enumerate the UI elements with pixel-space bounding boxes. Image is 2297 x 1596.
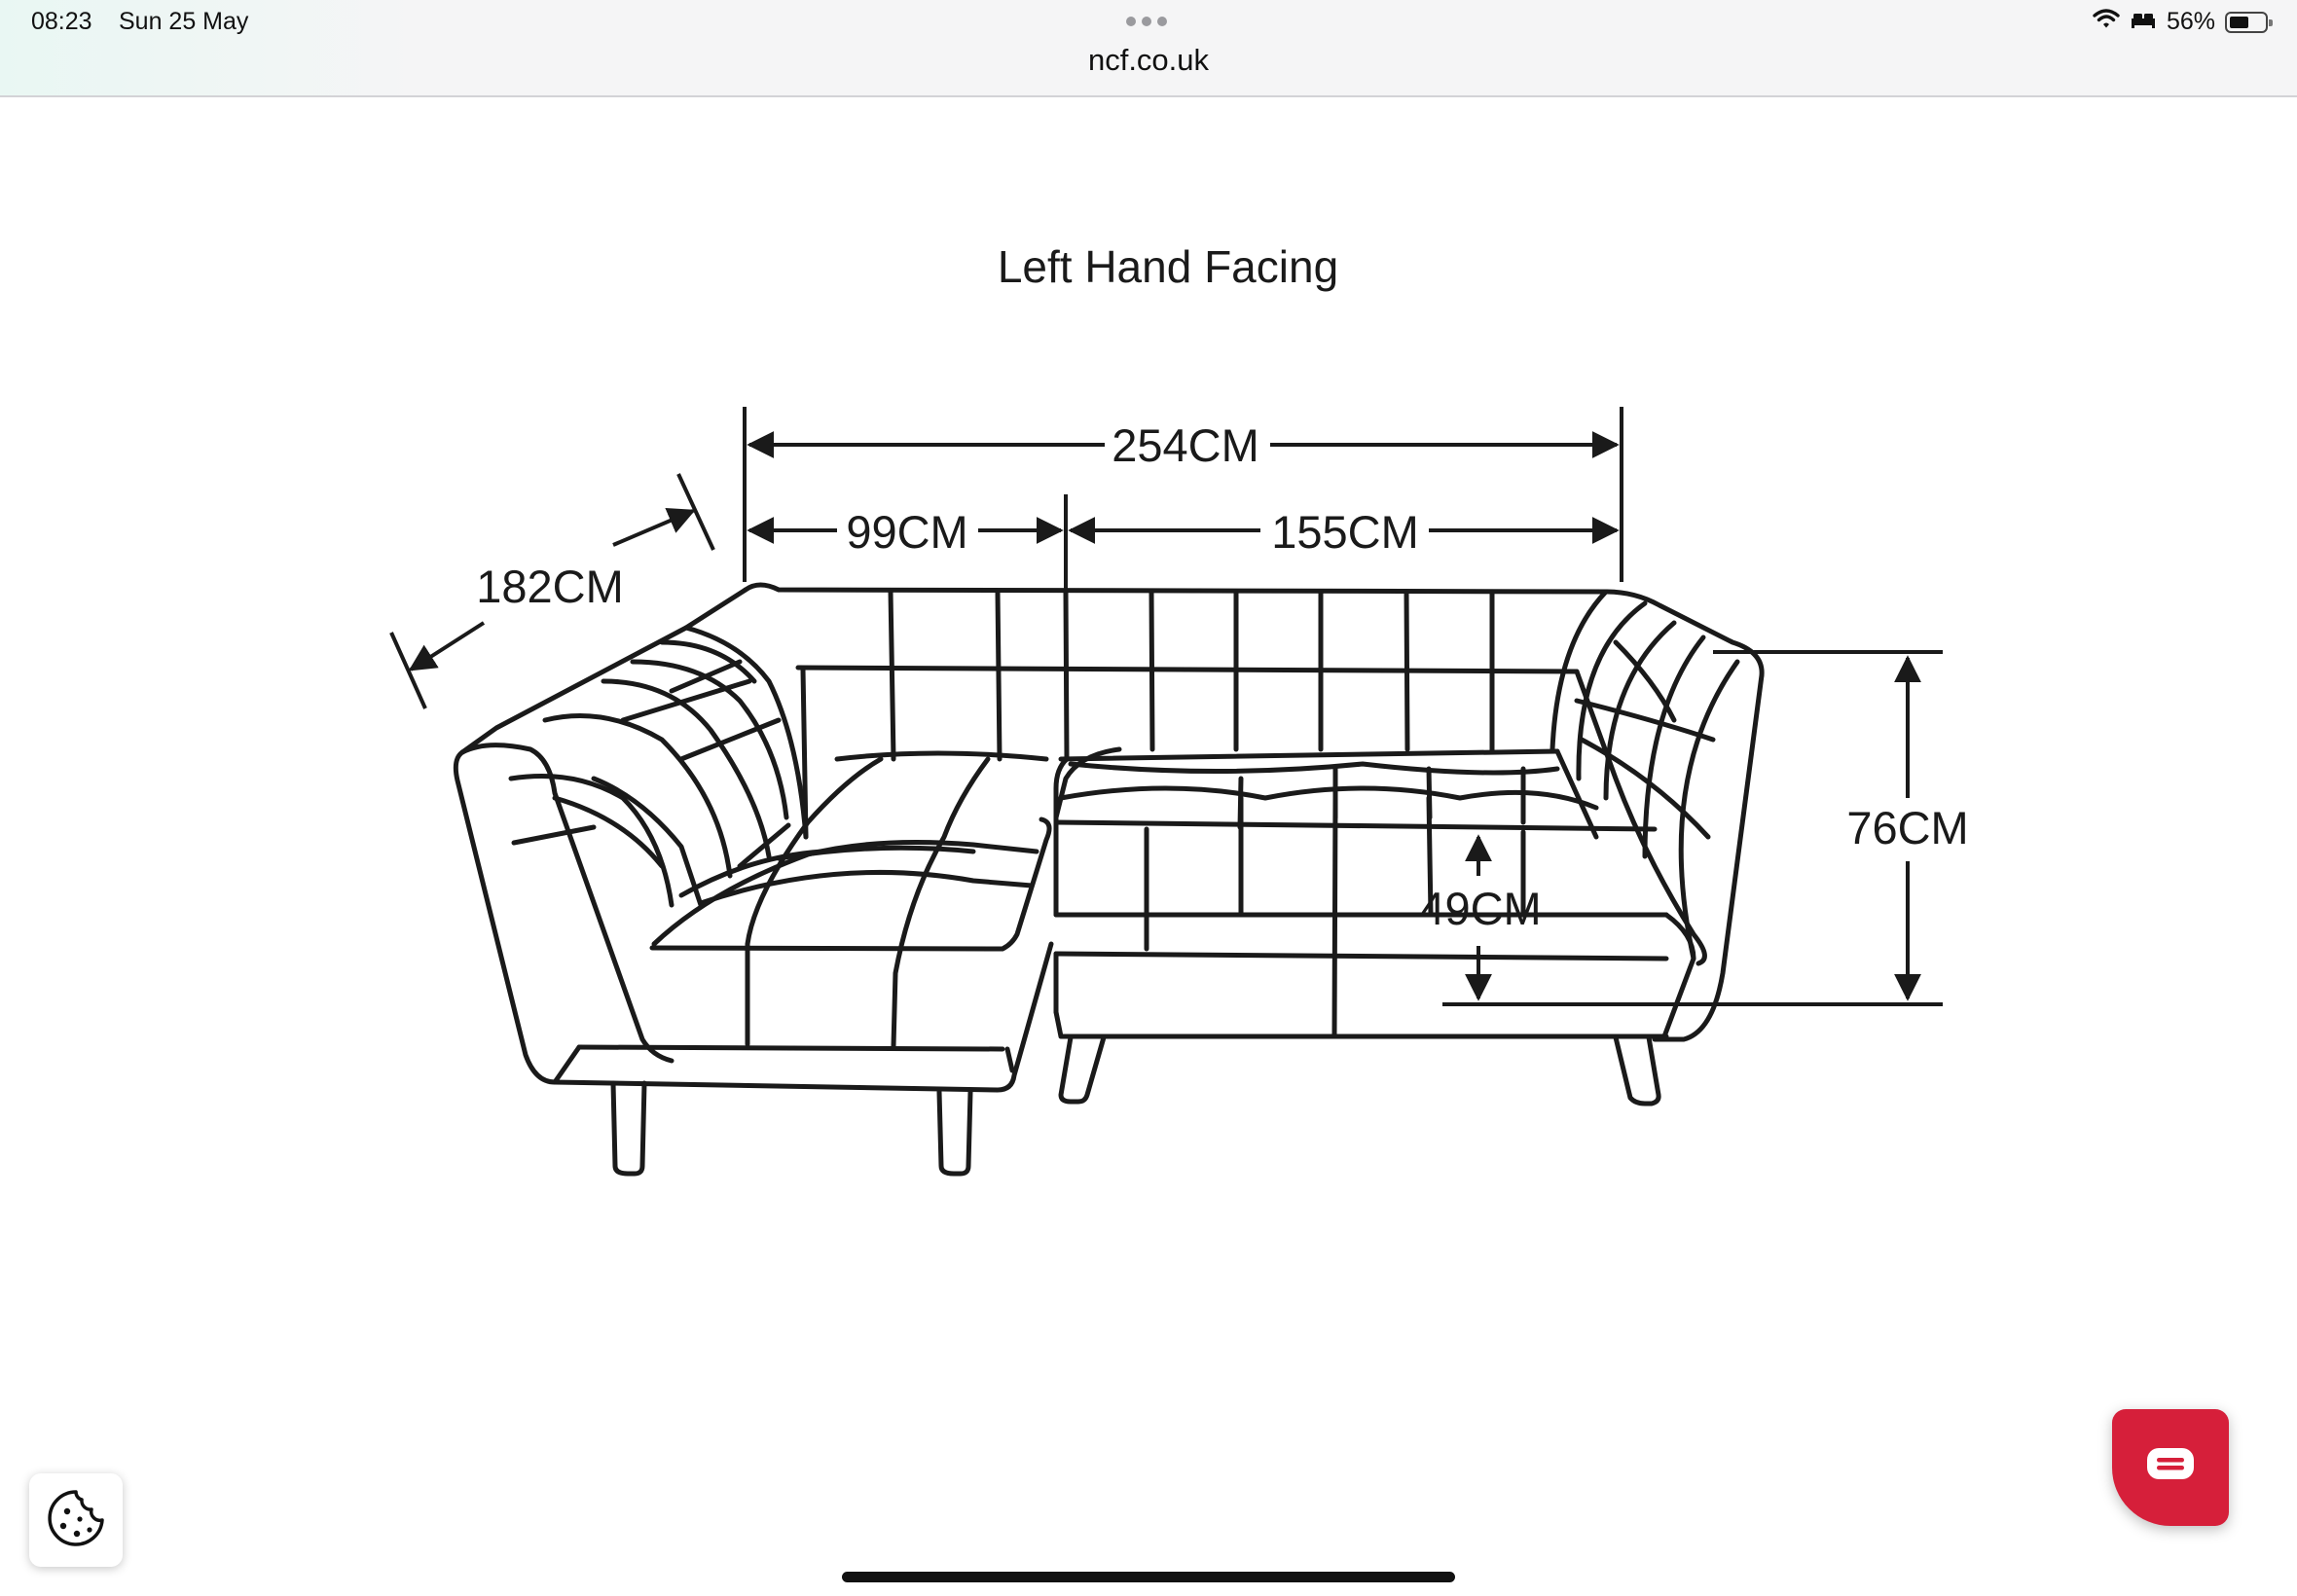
more-dots-icon[interactable] bbox=[1126, 17, 1167, 26]
dimension-right-section: 155CM bbox=[1271, 506, 1419, 558]
home-indicator[interactable] bbox=[842, 1572, 1455, 1582]
status-time: 08:23 bbox=[31, 8, 92, 35]
wifi-icon bbox=[2093, 8, 2120, 36]
address-bar-url[interactable]: ncf.co.uk bbox=[1087, 43, 1210, 77]
dimension-left-section: 99CM bbox=[846, 506, 968, 558]
cookie-settings-button[interactable] bbox=[29, 1473, 123, 1567]
status-date: Sun 25 May bbox=[119, 8, 249, 35]
browser-top-bar bbox=[0, 0, 2297, 97]
diagram-title: Left Hand Facing bbox=[997, 241, 1339, 292]
dimension-seat-height: 49CM bbox=[1419, 883, 1542, 934]
dimension-height: 76CM bbox=[1846, 802, 1969, 853]
chat-icon bbox=[2145, 1446, 2196, 1490]
sofa-drawing bbox=[456, 585, 1762, 1174]
battery-icon bbox=[2225, 12, 2268, 33]
status-icons bbox=[2093, 8, 2268, 36]
battery-percent: 56% bbox=[2166, 8, 2215, 35]
cookie-icon bbox=[46, 1488, 106, 1553]
dimension-total-width: 254CM bbox=[1112, 419, 1259, 471]
bed-icon bbox=[2130, 8, 2157, 36]
dimension-depth: 182CM bbox=[476, 561, 624, 612]
sofa-dimension-image bbox=[0, 97, 2297, 1460]
chat-widget-button[interactable] bbox=[2112, 1409, 2229, 1526]
